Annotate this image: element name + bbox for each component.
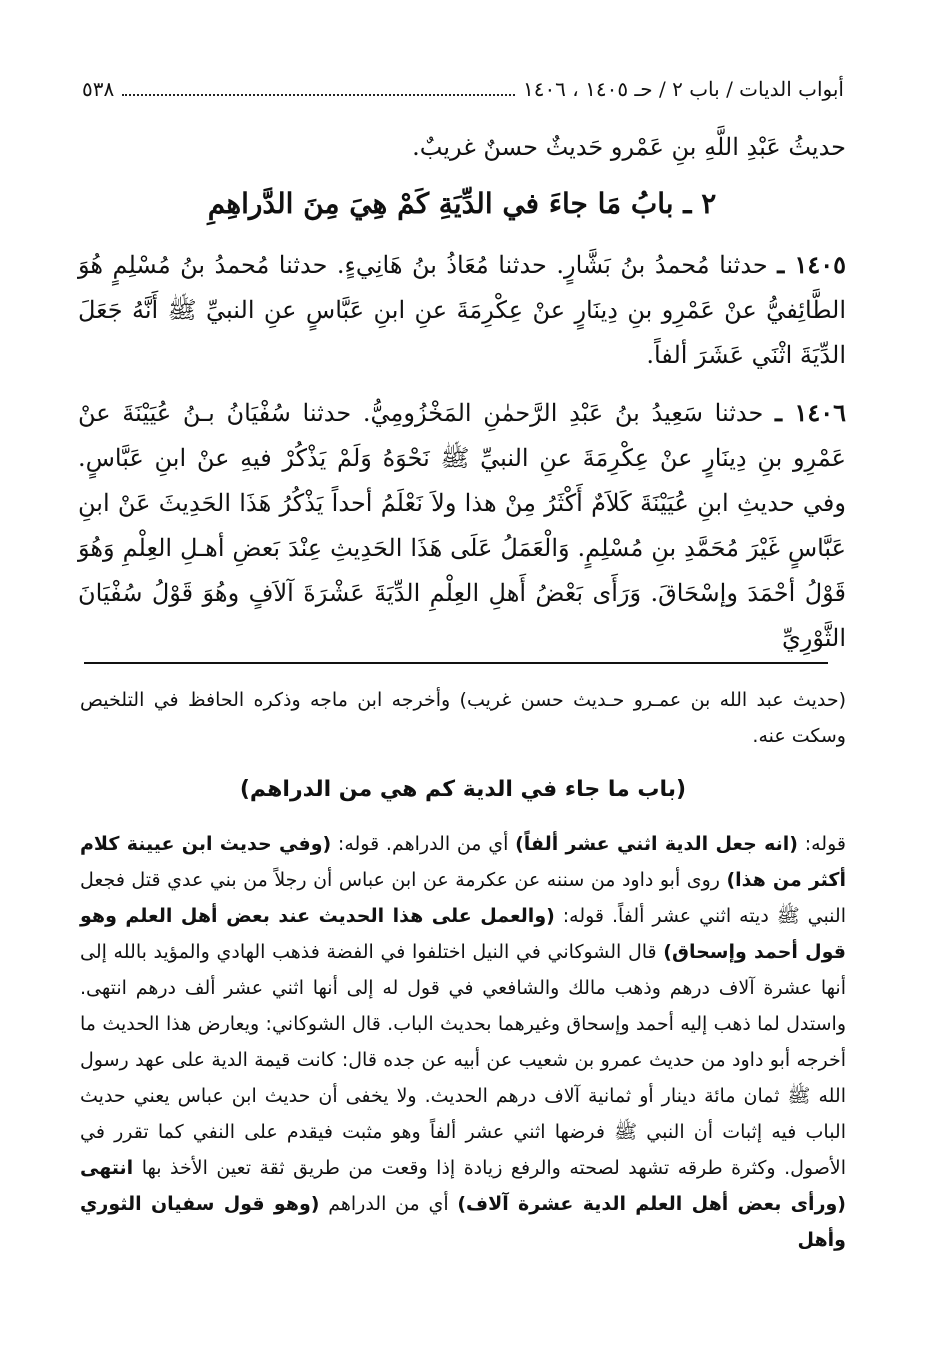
commentary-heading: (باب ما جاء في الدية كم هي من الدراهم) <box>239 777 687 802</box>
commentary-para-2 <box>80 826 846 1258</box>
intro-line: حديثُ عَبْدِ اللَّهِ بنِ عَمْرو حَديثٌ حسنٌ غريبٌ. <box>412 133 846 161</box>
footnote-divider <box>84 662 828 664</box>
header-dotted-leader <box>122 92 515 96</box>
quoted-matn: (وفي حديث ابن عيينة كلام أكثر من هذا) <box>80 833 846 891</box>
hadith-text: حدثنا سَعِيدُ بنُ عَبْدِ الرَّحمٰنِ المَخْزُومِيُّ. حدثنا سُفْيَانُ بـنُ عُيَيْنَةَ عنْ عَمْرِو بنِ دِينَارٍ عنْ عِكْرِمَةَ عنِ النبيِّ ﷺ نَحْوَهُ وَلَمْ يَذْكُرْ فيهِ عنْ ابنِ عَبَّاسٍ. وفي حديثِ ابنِ عُيَيْنَةَ كَلاَمٌ أَكْثَرُ مِنْ هذا ولاَ نَعْلَمُ أحداً يَذْكُرُ هَذَا الحَدِيثَ عَنْ ابنِ عَبَّاسٍ غَيْرَ مُحَمَّدِ بنِ مُسْلِمٍ. وَالْعَمَلُ عَلَى هَذَا الحَدِيثِ عِنْدَ بَعضِ أهـلِ العِلْمِ وَهُوَ قَوْلُ أحْمَدَ وإسْحَاقَ. وَرَأَى بَعْضُ أَهلِ العِلْمِ الدِّيَةَ عَشْرَةَ آلاَفٍ وهُوَ قَوْلُ سُفْيَانَ الثَّوْرِيِّ <box>78 399 846 652</box>
quoted-matn: (ورأى بعض أهل العلم الدية عشرة آلاف) <box>457 1193 846 1215</box>
running-title: أبواب الديات / باب ٢ / حـ ١٤٠٥ ، ١٤٠٦ <box>522 77 844 101</box>
page-header <box>82 74 844 104</box>
quoted-matn: (انه جعل الدية اثني عشر ألفاً) <box>515 833 798 855</box>
main-text <box>78 125 846 661</box>
quoted-matn: (وهو قول سفيان الثوري وأهل <box>80 1193 846 1251</box>
text-segment: قوله: <box>797 833 846 855</box>
text-segment: أي من الدراهم <box>319 1193 458 1215</box>
hadith-number: ١٤٠٥ ـ <box>777 250 846 279</box>
quoted-matn: انتهى <box>80 1157 134 1179</box>
commentary <box>80 682 846 1258</box>
page-number: ٥٣٨ <box>82 77 115 101</box>
text-segment: أي من الدراهم. قوله: <box>331 833 516 855</box>
commentary-para-1: (حديث عبد الله بن عمـرو حـديث حسن غريب) وأخرجه ابن ماجه وذكره الحافظ في التلخيص وسكت عنه. <box>80 689 846 747</box>
chapter-heading: ٢ ـ بابُ مَا جاءَ في الدِّيَةِ كَمْ هِيَ مِنَ الدَّراهِمِ <box>207 187 717 220</box>
hadith-1405 <box>78 242 846 378</box>
text-segment: روى أبو داود من سننه عن عكرمة عن ابن عباس أن رجلاً من بني عدي قتل فجعل النبي ﷺ ديته اثني عشر ألفاً. قوله: <box>80 869 846 927</box>
hadith-text: حدثنا مُحمدُ بنُ بَشَّارٍ. حدثنا مُعَاذُ بنُ هَانِيءٍ. حدثنا مُحمدُ بنُ مُسْلِمٍ هُوَ الطَّائِفيُّ عنْ عَمْرِو بنِ دِينَارٍ عنْ عِكْرِمَةَ عنِ ابنِ عَبَّاسٍ عنِ النبيِّ ﷺ أَنَّهُ جَعَلَ الدِّيَةَ اثْنَي عَشَرَ ألفاً. <box>78 251 846 369</box>
hadith-number: ١٤٠٦ ـ <box>775 398 847 427</box>
hadith-1406 <box>78 390 846 661</box>
text-segment: قال الشوكاني في النيل اختلفوا في الفضة فذهب الهادي والمؤيد بالله إلى أنها عشرة آلاف درهم وذهب مالك والشافعي في قول له إلى أنها اثني عشر ألف درهم انتهى. واستدل لما ذهب إليه أحمد وإسحاق وغيرهما بحديث الباب. قال الشوكاني: ويعارض هذا الحديث ما أخرجه أبو داود من حديث عمرو بن شعيب عن أبيه عن جده قال: كانت قيمة الدية على عهد رسول الله ﷺ ثمان مائة دينار أو ثمانية آلاف درهم الحديث. ولا يخفى أن حديث ابن عباس يعني حديث الباب فيه إثبات أن النبي ﷺ فرضها اثني عشر ألفاً وهو مثبت فيقدم على النفي كما تقرر في الأصول. وكثرة طرقه تشهد لصحته والرفع زيادة إذا وقعت من طريق ثقة تعين الأخذ بها <box>80 941 846 1179</box>
quoted-matn: (والعمل على هذا الحديث عند بعض أهل العلم وهو قول أحمد وإسحاق) <box>80 905 846 963</box>
